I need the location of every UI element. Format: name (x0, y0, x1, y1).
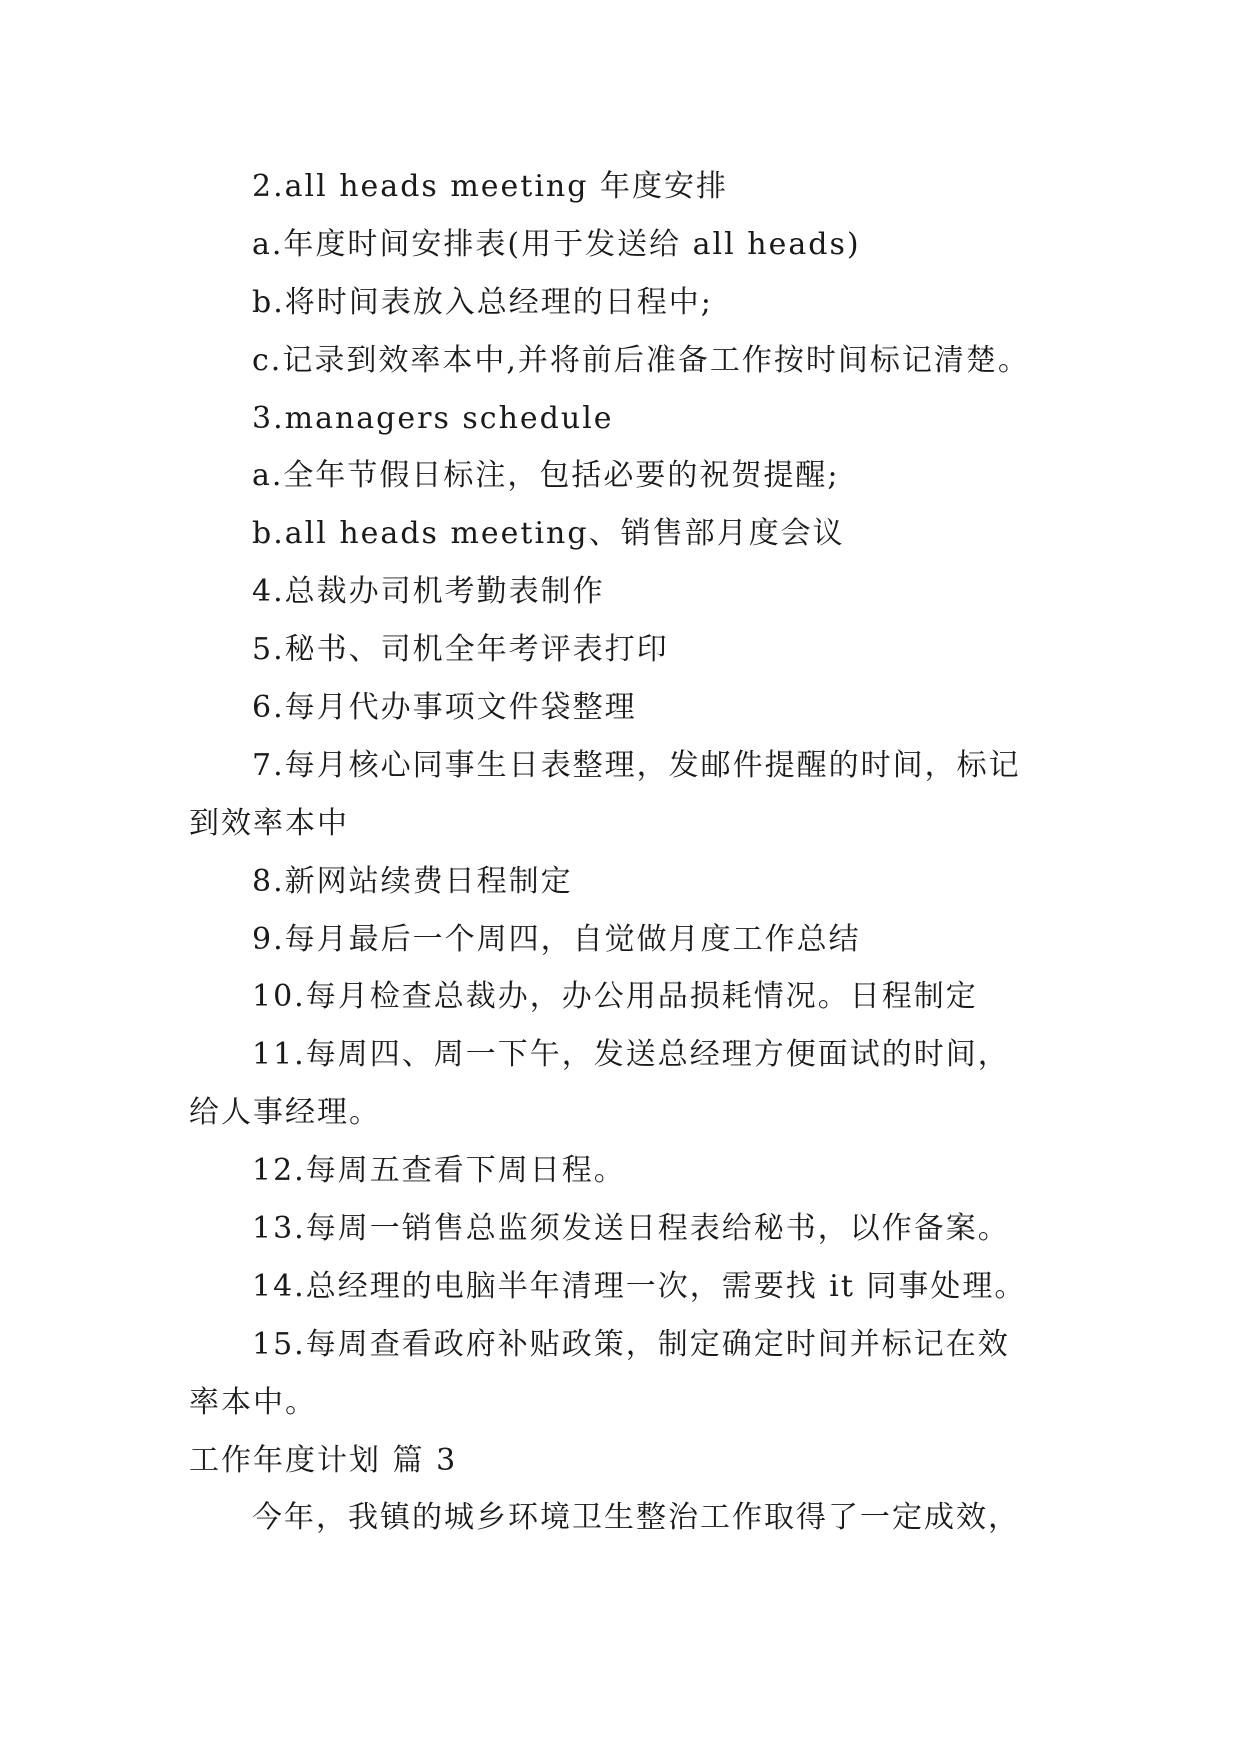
list-item-continuation: 给人事经理。 (189, 1095, 381, 1131)
list-item: 12.每周五查看下周日程。 (252, 1153, 626, 1189)
document-body (189, 158, 1069, 1547)
list-item-continuation: 到效率本中 (189, 805, 349, 841)
list-item: 8.新网站续费日程制定 (252, 863, 573, 899)
list-item: 5.秘书、司机全年考评表打印 (252, 632, 669, 668)
list-item: 3.managers schedule (252, 400, 614, 436)
list-item: c.记录到效率本中,并将前后准备工作按时间标记清楚。 (252, 342, 1030, 378)
section-heading: 工作年度计划 篇 3 (189, 1442, 458, 1478)
paragraph: 今年，我镇的城乡环境卫生整治工作取得了一定成效， (252, 1500, 1020, 1536)
list-item: 13.每周一销售总监须发送日程表给秘书，以作备案。 (252, 1211, 1010, 1247)
list-item: 6.每月代办事项文件袋整理 (252, 690, 637, 726)
list-item: 7.每月核心同事生日表整理，发邮件提醒的时间，标记 (252, 747, 1021, 783)
list-item: 14.总经理的电脑半年清理一次，需要找 it 同事处理。 (252, 1268, 1027, 1304)
list-item: 4.总裁办司机考勤表制作 (252, 574, 605, 610)
list-item: b.将时间表放入总经理的日程中; (252, 284, 713, 320)
list-item: b.all heads meeting、销售部月度会议 (252, 516, 845, 552)
list-item: 15.每周查看政府补贴政策，制定确定时间并标记在效 (252, 1326, 1010, 1362)
list-item: a.年度时间安排表(用于发送给 all heads) (252, 226, 861, 262)
list-item: 10.每月检查总裁办，办公用品损耗情况。日程制定 (252, 979, 978, 1015)
list-item: 9.每月最后一个周四，自觉做月度工作总结 (252, 921, 861, 957)
list-item: 2.all heads meeting 年度安排 (252, 169, 728, 204)
list-item: a.全年节假日标注，包括必要的祝贺提醒; (252, 458, 840, 494)
list-item-continuation: 率本中。 (189, 1384, 317, 1420)
list-item: 11.每周四、周一下午，发送总经理方便面试的时间， (252, 1037, 1010, 1073)
